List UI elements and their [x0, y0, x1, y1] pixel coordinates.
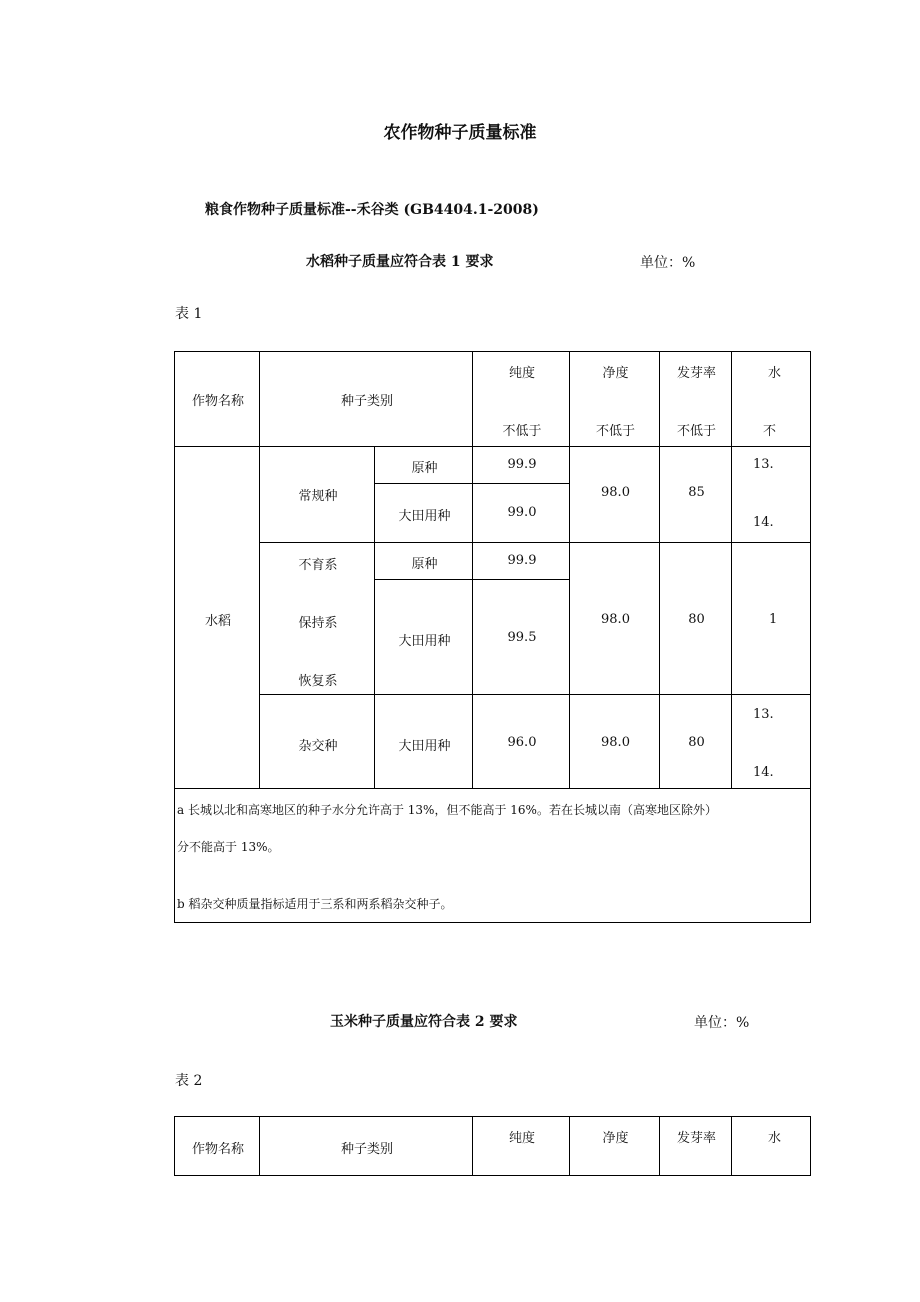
cleanliness-line: 98.0: [601, 612, 630, 627]
conventional-label: 常规种: [298, 489, 338, 504]
table2-label: 表 2: [175, 1073, 203, 1089]
moisture-conv-cell: [731, 446, 811, 543]
header-purity-not-lower: 不低于: [502, 424, 542, 439]
header-purity: 纯度: [508, 366, 535, 381]
cleanliness-hybrid: 98.0: [601, 735, 630, 750]
germination-hybrid: 80: [688, 735, 705, 750]
header-crop-name: 作物名称: [191, 394, 244, 409]
t2-header-cleanliness: 净度: [602, 1131, 629, 1146]
purity-conv-original: 99.9: [507, 457, 537, 472]
hybrid-field-label: 大田用种: [398, 739, 451, 754]
hybrid-label: 杂交种: [298, 739, 338, 754]
line-original-cell: [374, 542, 473, 580]
t2-header-cleanliness-cell: [569, 1116, 660, 1176]
line-field-cell: [374, 579, 473, 695]
header-moisture-not-higher: 不: [763, 424, 777, 439]
conv-field-label: 大田用种: [398, 509, 451, 524]
t2-header-seed-category-cell: [259, 1116, 473, 1176]
crop-rice-cell: [174, 446, 260, 789]
germination-conv-cell: [659, 446, 732, 543]
t2-header-germination-cell: [659, 1116, 732, 1176]
header-germination: 发芽率: [676, 366, 716, 381]
note-b: b 稻杂交种质量指标适用于三系和两系稻杂交种子。: [177, 897, 453, 911]
hybrid-cell: [259, 694, 375, 789]
line-field-label: 大田用种: [398, 634, 451, 649]
germination-conv: 85: [688, 485, 705, 500]
germination-line: 80: [688, 612, 705, 627]
standard-subtitle: 粮食作物种子质量标准--禾谷类 (GB4404.1-2008): [205, 202, 539, 218]
cleanliness-hybrid-cell: [569, 694, 660, 789]
hybrid-field-cell: [374, 694, 473, 789]
purity-conv-field: 99.0: [507, 505, 537, 520]
moisture-line-cell: [731, 542, 811, 695]
t2-header-crop-name-cell: [174, 1116, 260, 1176]
header-germination-not-lower: 不低于: [676, 424, 716, 439]
table1-notes-cell: [174, 788, 811, 923]
conventional-cell: [259, 446, 375, 543]
cleanliness-line-cell: [569, 542, 660, 695]
line-original-label: 原种: [411, 557, 438, 572]
t2-header-purity-cell: [472, 1116, 570, 1176]
header-seed-category-cell: [259, 351, 473, 447]
moisture-hybrid-2: 14.: [753, 765, 774, 780]
moisture-line: 1: [769, 612, 778, 627]
moisture-conv-2: 14.: [753, 515, 774, 530]
header-moisture: 水: [768, 366, 782, 381]
purity-conv-original-cell: [472, 446, 570, 484]
table1-caption: 水稻种子质量应符合表 1 要求: [306, 254, 494, 270]
table1-unit: 单位：%: [640, 255, 696, 271]
header-moisture-cell: [731, 351, 811, 447]
cleanliness-conv-cell: [569, 446, 660, 543]
header-crop-name-cell: [174, 351, 260, 447]
t2-header-purity: 纯度: [508, 1131, 535, 1146]
purity-hybrid-cell: [472, 694, 570, 789]
purity-line-field-cell: [472, 579, 570, 695]
purity-hybrid: 96.0: [507, 735, 537, 750]
note-a-line1: a 长城以北和高寒地区的种子水分允许高于 13%，但不能高于 16%。若在长城以南（高寒地区除外）: [177, 803, 717, 817]
conv-field-cell: [374, 483, 473, 543]
lines-cell: [259, 542, 375, 695]
conv-original-label: 原种: [411, 461, 438, 476]
germination-line-cell: [659, 542, 732, 695]
purity-line-original: 99.9: [507, 553, 537, 568]
purity-line-original-cell: [472, 542, 570, 580]
sterile-line-label: 不育系: [298, 558, 338, 573]
table-2: [175, 1117, 782, 1179]
conv-original-cell: [374, 446, 473, 484]
t2-header-moisture-cell: [731, 1116, 811, 1176]
moisture-hybrid-1: 13.: [753, 707, 774, 722]
moisture-conv-1: 13.: [753, 457, 774, 472]
t2-header-seed-category: 种子类别: [340, 1142, 393, 1157]
header-seed-category: 种子类别: [340, 394, 393, 409]
note-a-line2: 分不能高于 13%。: [177, 840, 280, 854]
cleanliness-conv: 98.0: [601, 485, 630, 500]
t2-header-moisture: 水: [768, 1131, 782, 1146]
maintainer-line-label: 保持系: [298, 616, 338, 631]
header-purity-cell: [472, 351, 570, 447]
purity-conv-field-cell: [472, 483, 570, 543]
page-title: 农作物种子质量标准: [383, 123, 537, 143]
header-cleanliness: 净度: [602, 366, 629, 381]
restorer-line-label: 恢复系: [298, 674, 338, 689]
header-cleanliness-cell: [569, 351, 660, 447]
t2-header-germination: 发芽率: [676, 1131, 716, 1146]
table2-caption: 玉米种子质量应符合表 2 要求: [330, 1014, 518, 1030]
crop-rice: 水稻: [204, 614, 231, 629]
table-1: [175, 352, 782, 924]
germination-hybrid-cell: [659, 694, 732, 789]
purity-line-field: 99.5: [507, 630, 537, 645]
t2-header-crop-name: 作物名称: [191, 1142, 244, 1157]
table1-label: 表 1: [175, 306, 203, 322]
moisture-hybrid-cell: [731, 694, 811, 789]
header-cleanliness-not-lower: 不低于: [595, 424, 635, 439]
header-germination-cell: [659, 351, 732, 447]
table2-unit: 单位：%: [694, 1015, 750, 1031]
